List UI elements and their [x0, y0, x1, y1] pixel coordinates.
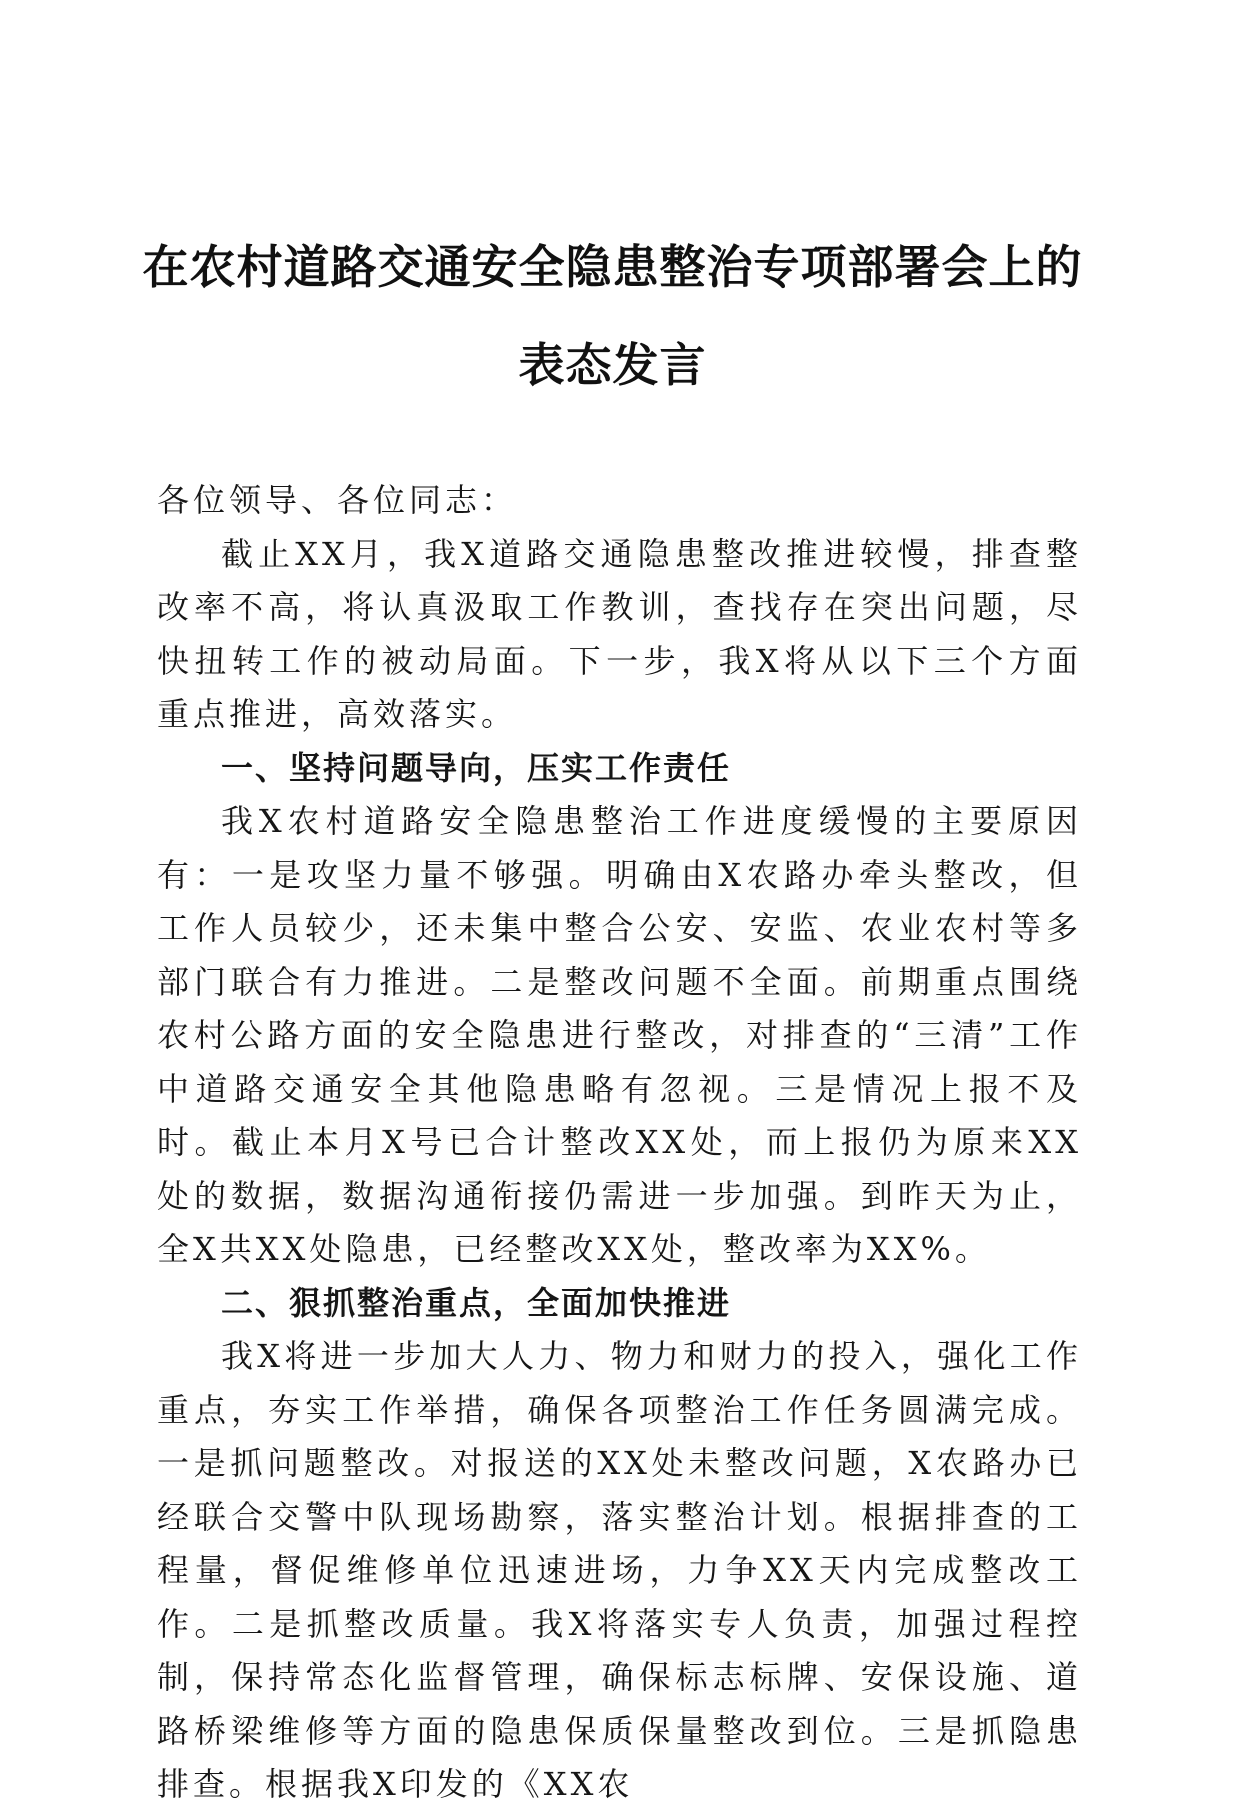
document-title	[140, 218, 1085, 414]
document-body	[157, 474, 1082, 1812]
document-title-line-2: 表态发言	[518, 338, 707, 392]
section-heading-2: 二、狠抓整治重点，全面加快推进	[221, 1283, 732, 1322]
section-1-paragraph: 我X农村道路安全隐患整治工作进度缓慢的主要原因有：一是攻坚力量不够强。明确由X农路办牵头整改，但工作人员较少，还未集中整合公安、安监、农业农村等多部门联合有力推进。二是整改问题不全面。前期重点围绕农村公路方面的安全隐患进行整改，对排查的“三清”工作中道路交通安全其他隐患略有忽视。三是情况上报不及时。截止本月X号已合计整改XX处，而上报仍为原来XX处的数据，数据沟通衔接仍需进一步加强。到昨天为止，全X共XX处隐患，已经整改XX处，整改率为XX%。	[157, 802, 1082, 1268]
salutation: 各位领导、各位同志：	[157, 481, 518, 519]
section-2-paragraph: 我X将进一步加大人力、物力和财力的投入，强化工作重点，夯实工作举措，确保各项整治工作任务圆满完成。一是抓问题整改。对报送的XX处未整改问题，X农路办已经联合交警中队现场勘察，落实整治计划。根据排查的工程量，督促维修单位迅速进场，力争XX天内完成整改工作。二是抓整改质量。我X将落实专人负责，加强过程控制，保持常态化监督管理，确保标志标牌、安保设施、道路桥梁维修等方面的隐患保质保量整改到位。三是抓隐患排查。根据我X印发的《XX农	[157, 1337, 1082, 1803]
document-title-line-1: 在农村道路交通安全隐患整治专项部署会上的	[142, 240, 1083, 294]
section-heading-1: 一、坚持问题导向，压实工作责任	[221, 748, 732, 787]
intro-paragraph: 截止XX月，我X道路交通隐患整改推进较慢，排查整改率不高，将认真汲取工作教训，查找存在突出问题，尽快扭转工作的被动局面。下一步，我X将从以下三个方面重点推进，高效落实。	[157, 534, 1082, 733]
